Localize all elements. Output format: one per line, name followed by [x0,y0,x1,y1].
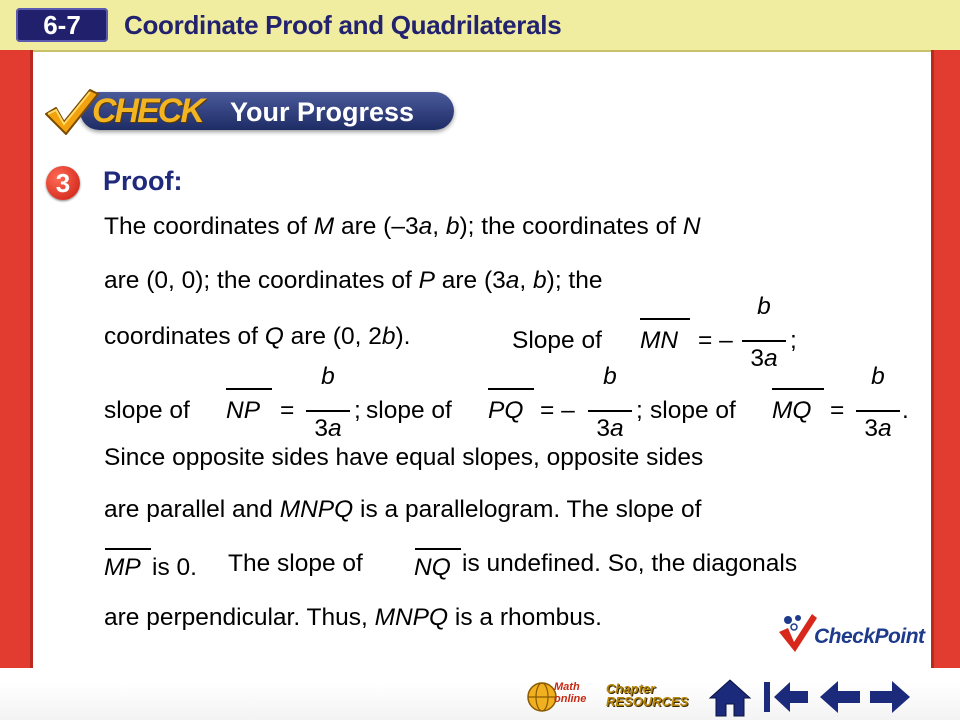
slope-label: slope of [104,397,190,424]
text-segment: is a rhombus. [448,604,602,631]
punctuation: ; [636,397,643,424]
segment-mp: MP [104,554,141,581]
check-word: CHECK [92,92,203,130]
segment-pq: PQ [488,397,524,424]
segment-overline [488,388,534,390]
variable: MNPQ [279,496,354,523]
text-segment: ). [395,323,411,350]
variable: Q [264,323,284,350]
variable: M [313,213,335,240]
example-number-badge: 3 [46,166,80,200]
checkpoint-button[interactable] [776,610,925,654]
checkmark-icon [40,86,100,138]
right-frame-border [934,50,960,690]
variable: N [682,213,701,240]
fraction-bar [856,410,900,412]
left-frame-border [0,50,30,690]
punctuation: . [902,397,909,424]
slope-label: Slope of [512,327,602,354]
proof-line-3 [104,322,410,352]
math-online-label: Math online [554,681,587,705]
fraction-numerator: b [871,363,885,390]
first-slide-icon[interactable] [760,676,812,718]
segment-overline [226,388,272,390]
text-segment: coordinates of [104,323,265,350]
lesson-title: Coordinate Proof and Quadrilaterals [124,10,562,40]
proof-line-6 [104,495,701,525]
checkpoint-icon [776,610,818,654]
segment-nq-overline [415,548,461,550]
segment-overline [640,318,690,320]
text-segment: The coordinates of [104,213,314,240]
fraction-numerator: b [757,293,771,320]
text-segment: are parallel and [104,496,280,523]
text-segment: ); the coordinates of [459,213,683,240]
fraction-denominator: 3a [314,415,342,442]
proof-heading: Proof: [103,166,183,196]
fraction-numerator: b [603,363,617,390]
proof-line-1 [104,212,701,242]
fraction-numerator: b [321,363,335,390]
mp-slope-text: is 0. [152,554,197,581]
punctuation: ; [354,397,361,424]
proof-line-2 [104,266,603,296]
equals-sign: = [830,397,845,424]
variable: b [381,323,396,350]
variable: a [418,213,433,240]
text-segment: are (0, 0); the coordinates of [104,267,419,294]
fraction-denominator: 3a [596,415,624,442]
fraction-denominator: 3a [864,415,892,442]
text-segment: are perpendicular. Thus, [104,604,375,631]
text-segment: are (3 [434,267,506,294]
variable: a [505,267,520,294]
proof-line-5: Since opposite sides have equal slopes, opposite sides [104,444,704,471]
text-segment: are (0, 2 [283,323,382,350]
slope-label: slope of [366,397,452,424]
text-segment: , [432,213,446,240]
math-online-button[interactable] [526,676,596,718]
next-arrow-icon[interactable] [866,676,914,718]
variable: MNPQ [374,604,449,631]
segment-mn: MN [640,327,679,354]
variable: b [533,267,547,294]
segment-nq: NQ [414,554,451,581]
text-segment: ); the [546,267,603,294]
equals-minus: = – [698,327,733,354]
fraction-bar [742,340,786,342]
text-segment: , [519,267,534,294]
your-progress-words: Your Progress [230,97,415,127]
lesson-number-tab: 6-7 [16,8,108,42]
previous-arrow-icon[interactable] [816,676,864,718]
chapter-resources-label: Chapter RESOURCES [606,681,689,709]
fraction-denominator: 3a [750,345,778,372]
chapter-resources-button[interactable] [600,676,689,718]
fraction-bar [588,410,632,412]
segment-mq: MQ [772,397,812,424]
nq-slope-label: The slope of [228,550,363,577]
segment-mp-overline [105,548,151,550]
text-segment: is a parallelogram. The slope of [353,496,702,523]
fraction-bar [306,410,350,412]
slope-label: slope of [650,397,736,424]
nq-slope-text: is undefined. So, the diagonals [462,550,798,577]
equals-minus: = – [540,397,575,424]
punctuation: ; [790,327,797,354]
lesson-banner [0,0,960,52]
variable: b [445,213,460,240]
checkpoint-label: CheckPoint [814,625,925,648]
variable: P [418,267,435,294]
check-your-progress-banner [40,86,458,138]
text-segment: are (–3 [334,213,419,240]
proof-line-8 [104,603,602,633]
equals-sign: = [280,397,295,424]
segment-np: NP [226,397,261,424]
segment-overline [772,388,824,390]
home-icon[interactable] [706,676,754,718]
